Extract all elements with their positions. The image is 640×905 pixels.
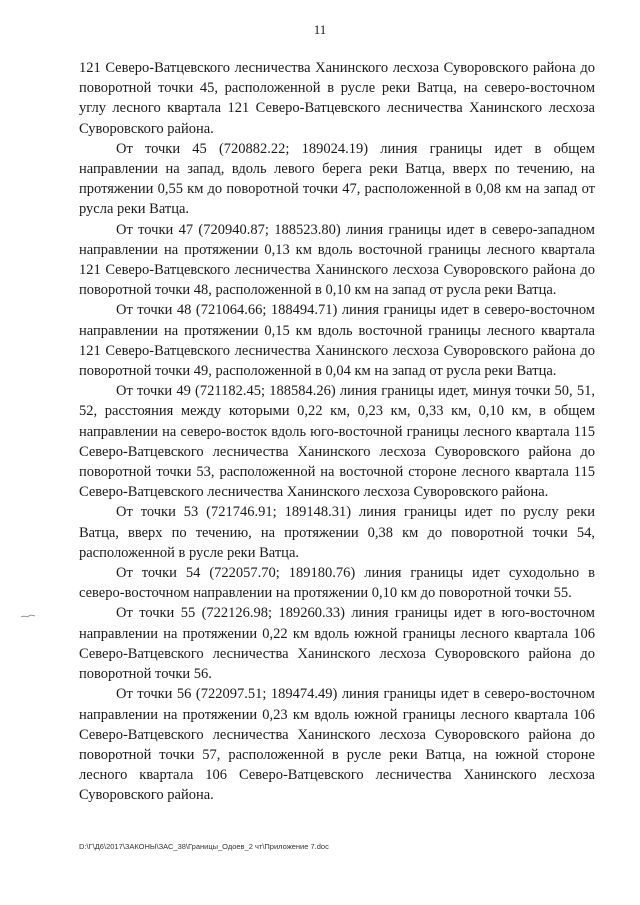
paragraph-point-54: От точки 54 (722057.70; 189180.76) линия границы идет суходольно в северо-восточном направлении на протяжении 0,10 км до поворотной точки 55. — [79, 565, 595, 602]
scan-artifact-mark — [20, 613, 36, 619]
footer-file-path: D:\Г\Д6\2017\ЗАКОНЫ\ЗАС_38\Границы_Одоев_2 чт\Приложение 7.doc — [79, 842, 329, 851]
page-number: 11 — [313, 22, 327, 37]
paragraph-point-55: От точки 55 (722126.98; 189260.33) линия границы идет в юго-восточном направлении на протяжении 0,22 км вдоль южной границы лесного квартала 106 Северо-Ватцевского лесничества Ханинского лесхоза Суворовского района до поворотной точки 56. — [79, 605, 595, 683]
paragraph-point-53: От точки 53 (721746.91; 189148.31) линия границы идет по руслу реки Ватца, вверх по течению, на протяжении 0,38 км до поворотной точки 54, расположенной в русле реки Ватца. — [79, 504, 595, 561]
paragraph-continuation: 121 Северо-Ватцевского лесничества Ханинского лесхоза Суворовского района до поворотной точки 45, расположенной в русле реки Ватца, на северо-восточном углу лесного квартала 121 Северо-Ватцевского лесничества Ханинского лесхоза Суворовского района. — [79, 60, 595, 137]
paragraph-point-56: От точки 56 (722097.51; 189474.49) линия границы идет в северо-восточном направлении на протяжении 0,23 км вдоль южной границы лесного квартала 106 Северо-Ватцевского лесничества Ханинского лесхоза Суворовского района до поворотной точки 57, расположенной в русле реки Ватца, на южной стороне лесного квартала 106 Северо-Ватцевского лесничества Ханинского лесхоза Суворовского района. — [79, 686, 595, 804]
document-body — [79, 58, 595, 806]
paragraph-point-45: От точки 45 (720882.22; 189024.19) линия границы идет в общем направлении на запад, вдоль левого берега реки Ватца, вверх по течению, на протяжении 0,55 км до поворотной точки 47, расположенной в 0,08 км на запад от русла реки Ватца. — [79, 140, 595, 218]
paragraph-point-48: От точки 48 (721064.66; 188494.71) линия границы идет в северо-восточном направлении на протяжении 0,15 км вдоль восточной границы лесного квартала 121 Северо-Ватцевского лесничества Ханинского лесхоза Суворовского района до поворотной точки 49, расположенной в 0,04 км на запад от русла реки Ватца. — [79, 302, 595, 380]
paragraph-point-49: От точки 49 (721182.45; 188584.26) линия границы идет, минуя точки 50, 51, 52, расстояния между которыми 0,22 км, 0,23 км, 0,33 км, 0,10 км, в общем направлении на северо-восток вдоль юго-восточной границы лесного квартала 115 Северо-Ватцевского лесничества Ханинского лесхоза Суворовского района до поворотной точки 53, расположенной на восточной стороне лесного квартала 115 Северо-Ватцевского лесничества Ханинского лесхоза Суворовского района. — [79, 383, 595, 501]
paragraph-point-47: От точки 47 (720940.87; 188523.80) линия границы идет в северо-западном направлении на протяжении 0,13 км вдоль восточной границы лесного квартала 121 Северо-Ватцевского лесничества Ханинского лесхоза Суворовского района до поворотной точки 48, расположенной в 0,10 км на запад от русла реки Ватца. — [79, 221, 595, 299]
